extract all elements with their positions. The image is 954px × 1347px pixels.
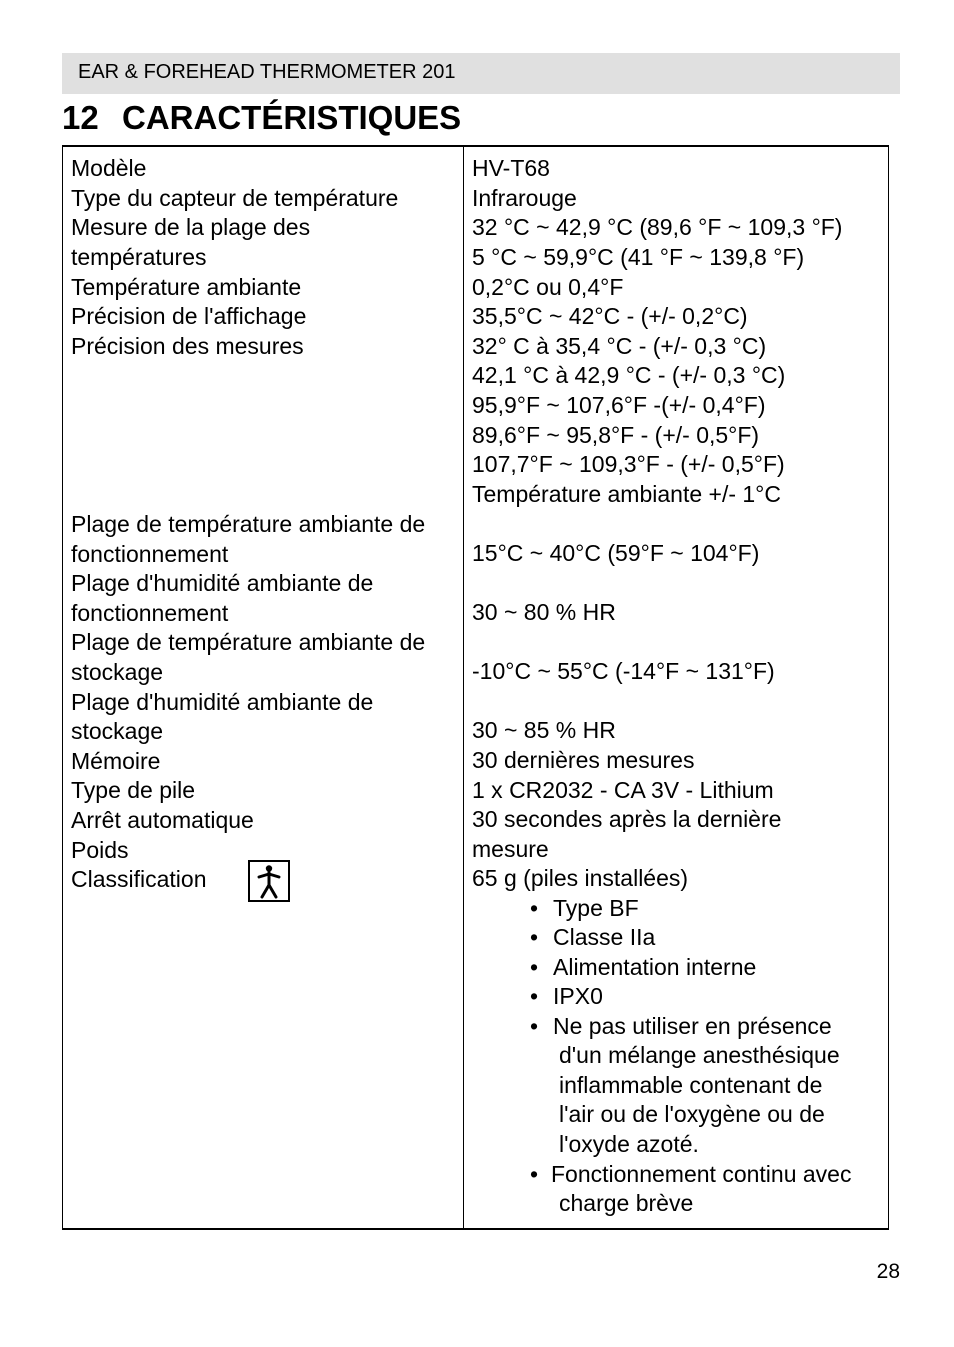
- spec-label: Plage d'humidité ambiante de: [71, 689, 374, 715]
- type-bf-person-icon: [248, 860, 290, 902]
- spec-label: stockage: [71, 718, 164, 744]
- section-heading: [62, 96, 461, 140]
- classification-item: Fonctionnement continu avec: [551, 1161, 852, 1187]
- classification-item: Ne pas utiliser en présence: [553, 1013, 832, 1039]
- spec-value: 32 °C ~ 42,9 °C (89,6 °F ~ 109,3 °F): [472, 214, 843, 240]
- spec-label: Mesure de la plage des: [71, 214, 311, 240]
- spec-value: 0,2°C ou 0,4°F: [472, 274, 624, 300]
- spec-label: Modèle: [71, 155, 147, 181]
- bullet-marker: •: [530, 924, 539, 950]
- spec-label: Classification: [71, 866, 207, 892]
- spec-value: mesure: [472, 836, 549, 862]
- spec-value: 89,6°F ~ 95,8°F - (+/- 0,5°F): [472, 422, 760, 448]
- classification-item: Type BF: [553, 895, 639, 921]
- classification-item-continuation: l'air ou de l'oxygène ou de: [559, 1101, 825, 1127]
- bullet-marker: •: [530, 954, 539, 980]
- spec-label: Précision des mesures: [71, 333, 304, 359]
- spec-label: Type de pile: [71, 777, 196, 803]
- spec-value: 30 dernières mesures: [472, 747, 695, 773]
- classification-item-continuation: inflammable contenant de: [559, 1072, 823, 1098]
- classification-item: Alimentation interne: [553, 954, 757, 980]
- spec-label: stockage: [71, 659, 164, 685]
- classification-item-continuation: l'oxyde azoté.: [559, 1131, 699, 1157]
- running-header-title: EAR & FOREHEAD THERMOMETER 201: [78, 61, 456, 83]
- spec-label: Plage d'humidité ambiante de: [71, 570, 374, 596]
- table-middle-divider: [463, 145, 464, 1230]
- spec-label: Mémoire: [71, 748, 161, 774]
- table-bottom-border: [62, 1228, 889, 1230]
- bullet-marker: •: [530, 1013, 539, 1039]
- spec-value: 65 g (piles installées): [472, 865, 689, 891]
- spec-value: Température ambiante +/- 1°C: [472, 481, 781, 507]
- spec-value: -10°C ~ 55°C (-14°F ~ 131°F): [472, 658, 775, 684]
- spec-label: Type du capteur de température: [71, 185, 399, 211]
- running-header: [62, 53, 900, 94]
- classification-item-continuation: d'un mélange anesthésique: [559, 1042, 840, 1068]
- spec-value: 30 ~ 80 % HR: [472, 599, 616, 625]
- spec-label: Plage de température ambiante de: [71, 511, 426, 537]
- spec-value: 42,1 °C à 42,9 °C - (+/- 0,3 °C): [472, 362, 786, 388]
- spec-value: Infrarouge: [472, 185, 577, 211]
- bullet-marker: •: [530, 983, 539, 1009]
- classification-item-continuation: charge brève: [559, 1190, 694, 1216]
- spec-label: fonctionnement: [71, 541, 229, 567]
- spec-value: 95,9°F ~ 107,6°F -(+/- 0,4°F): [472, 392, 766, 418]
- spec-value: HV-T68: [472, 155, 550, 181]
- spec-label: Plage de température ambiante de: [71, 629, 426, 655]
- table-top-border: [62, 145, 889, 147]
- section-title: CARACTÉRISTIQUES: [122, 99, 462, 136]
- section-number: 12: [62, 99, 99, 136]
- spec-value: 107,7°F ~ 109,3°F - (+/- 0,5°F): [472, 451, 785, 477]
- spec-label: températures: [71, 244, 207, 270]
- spec-label: Température ambiante: [71, 274, 302, 300]
- classification-item: IPX0: [553, 983, 603, 1009]
- spec-value: 15°C ~ 40°C (59°F ~ 104°F): [472, 540, 760, 566]
- spec-value: 35,5°C ~ 42°C - (+/- 0,2°C): [472, 303, 748, 329]
- page-number: 28: [876, 1260, 900, 1283]
- spec-value: 5 °C ~ 59,9°C (41 °F ~ 139,8 °F): [472, 244, 805, 270]
- spec-value: 30 secondes après la dernière: [472, 806, 782, 832]
- spec-value: 30 ~ 85 % HR: [472, 717, 616, 743]
- spec-label: Arrêt automatique: [71, 807, 254, 833]
- bullet-marker: •: [530, 1161, 539, 1187]
- bullet-marker: •: [530, 895, 539, 921]
- spec-label: Poids: [71, 837, 129, 863]
- spec-label: fonctionnement: [71, 600, 229, 626]
- spec-value: 1 x CR2032 - CA 3V - Lithium: [472, 777, 774, 803]
- specifications-table: [62, 145, 889, 1230]
- spec-value: 32° C à 35,4 °C - (+/- 0,3 °C): [472, 333, 767, 359]
- classification-item: Classe IIa: [553, 924, 656, 950]
- spec-label: Précision de l'affichage: [71, 303, 307, 329]
- table-right-border: [888, 145, 889, 1230]
- table-left-border: [62, 145, 63, 1230]
